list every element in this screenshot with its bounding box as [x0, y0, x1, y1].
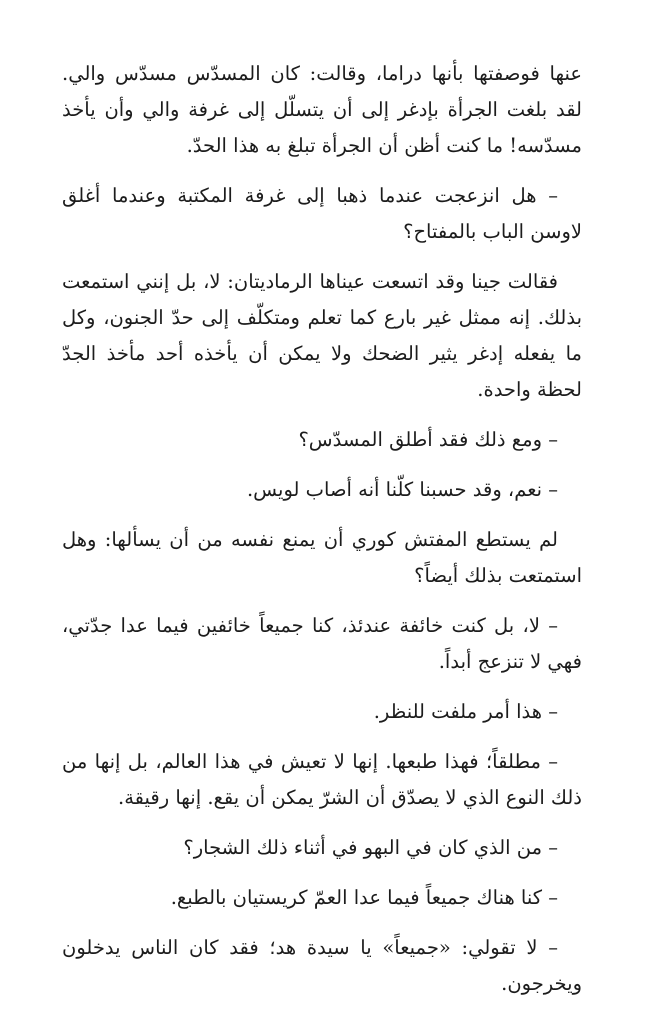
paragraph-continuation: عنها فوصفتها بأنها دراما، وقالت: كان المسدّس مسدّس والي. لقد بلغت الجرأة بإدغر إلى أن يتسلّل إلى غرفة والي وأن يأخذ مسدّسه! ما كنت أظن أن الجرأة تبلغ به هذا الحدّ.: [62, 62, 582, 157]
dialogue-line: – لا تقولي: «جميعاً» يا سيدة هد؛ فقد كان الناس يدخلون ويخرجون.: [62, 936, 582, 995]
dialogue-line: – هذا أمر ملفت للنظر.: [373, 700, 558, 723]
dialogue-line: – لا، بل كنت خائفة عندئذ، كنا جميعاً خائفين فيما عدا جدّتي، فهي لا تنزعج أبداً.: [62, 614, 582, 673]
dialogue-line: – مطلقاً؛ فهذا طبعها. إنها لا تعيش في هذا العالم، بل إنها من ذلك النوع الذي لا يصدّق أن الشرّ يمكن أن يقع. إنها رقيقة.: [62, 750, 582, 809]
dialogue-line: – هل انزعجت عندما ذهبا إلى غرفة المكتبة وعندما أغلق لاوسن الباب بالمفتاح؟: [62, 184, 582, 243]
dialogue-line: – ومع ذلك فقد أطلق المسدّس؟: [298, 428, 558, 451]
dialogue-line: – كنا هناك جميعاً فيما عدا العمّ كريستيان بالطبع.: [170, 886, 558, 909]
book-page: [62, 56, 582, 1016]
narration-paragraph: لم يستطع المفتش كوري أن يمنع نفسه من أن يسألها: وهل استمتعت بذلك أيضاً؟: [62, 528, 582, 587]
dialogue-line: – نعم، وقد حسبنا كلّنا أنه أصاب لويس.: [246, 478, 558, 501]
narration-paragraph: فقالت جينا وقد اتسعت عيناها الرماديتان: لا، بل إنني استمعت بذلك. إنه ممثل غير بارع كما تعلم ومتكلّف إلى حدّ الجنون، وكل ما يفعله إدغر يثير الضحك ولا يمكن أن يأخذه أحد مأخذ الجدّ لحظة واحدة.: [62, 270, 582, 401]
dialogue-line: – من الذي كان في البهو في أثناء ذلك الشجار؟: [183, 836, 558, 859]
